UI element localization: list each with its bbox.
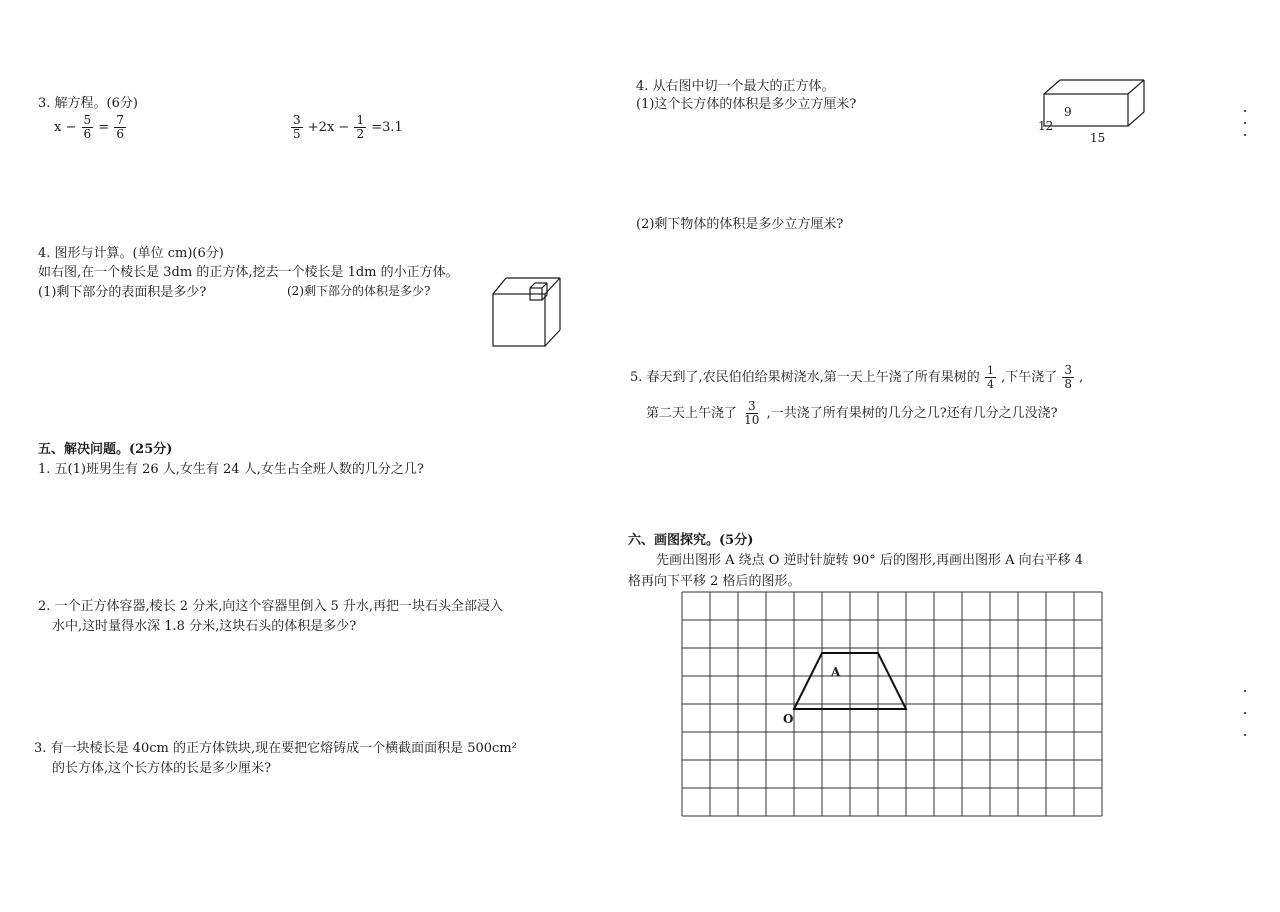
eq2-mid: +2x − xyxy=(307,120,350,135)
right-q4-sub-question-2: (2)剩下物体的体积是多少立方厘米? xyxy=(636,217,844,232)
problem-3-line-1: 3. 有一块棱长是 40cm 的正方体铁块,现在要把它熔铸成一个横截面面积是 500cm² xyxy=(34,741,517,756)
point-label-o: O xyxy=(783,712,794,726)
right-q5-line-2: 第二天上午浇了 $\frac{3}{10}$ ,一共浇了所有果树的几分之几?还有几分之几没浇? xyxy=(646,399,1058,427)
cube-with-notch-figure xyxy=(490,272,570,352)
scan-speck xyxy=(1244,110,1246,112)
right-q5-line-1: 5. 春天到了,农民伯伯给果树浇水,第一天上午浇了所有果树的 $\frac{1}{4}$ ,下午浇了 $\frac{3}{8}$ , xyxy=(630,363,1084,391)
eq1-fraction-2: $\frac{7}{6}$ xyxy=(116,113,124,141)
eq2-fraction-2: $\frac{1}{2}$ xyxy=(356,113,365,141)
scan-speck xyxy=(1244,690,1246,692)
problem-2-line-2: 水中,这时量得水深 1.8 分米,这块石头的体积是多少? xyxy=(52,619,357,634)
grid-lines xyxy=(682,592,1102,816)
problem-2-line-1: 2. 一个正方体容器,棱长 2 分米,向这个容器里倒入 5 升水,再把一块石头全部浸入 xyxy=(38,599,504,614)
q4-sub-question-1: (1)剩下部分的表面积是多少? xyxy=(38,285,207,300)
box-width-label: 12 xyxy=(1038,119,1054,133)
section-6-line-1: 先画出图形 A 绕点 O 逆时针旋转 90° 后的图形,再画出图形 A 向右平移 4 xyxy=(656,553,1084,568)
box-length-label: 15 xyxy=(1090,131,1106,145)
eq1-prefix: x − xyxy=(54,120,77,135)
q4-description: 如右图,在一个棱长是 3dm 的正方体,挖去一个棱长是 1dm 的小正方体。 xyxy=(38,265,459,280)
section-6-line-2: 格再向下平移 2 格后的图形。 xyxy=(628,574,801,589)
q3-title: 3. 解方程。(6分) xyxy=(38,96,138,111)
eq1-fraction-1: $\frac{5}{6}$ xyxy=(83,113,92,141)
right-q4-title: 4. 从右图中切一个最大的正方体。 xyxy=(636,79,835,94)
shape-label-a: A xyxy=(831,665,841,679)
scan-speck xyxy=(1244,134,1246,136)
eq2-fraction-1: $\frac{3}{5}$ xyxy=(293,113,301,141)
q4-title: 4. 图形与计算。(单位 cm)(6分) xyxy=(38,246,224,261)
scan-speck xyxy=(1244,122,1246,124)
scan-speck xyxy=(1244,734,1246,736)
box-height-label: 9 xyxy=(1064,105,1072,119)
eq2-result: =3.1 xyxy=(371,120,403,135)
q5-fraction-1: $\frac{1}{4}$ xyxy=(986,364,994,391)
scan-speck xyxy=(1244,712,1246,714)
drawing-grid xyxy=(682,592,1112,832)
q5-fraction-3: $\frac{3}{10}$ xyxy=(744,399,760,427)
problem-3-line-2: 的长方体,这个长方体的长是多少厘米? xyxy=(52,761,272,776)
section-5-title: 五、解决问题。(25分) xyxy=(38,442,173,457)
q4-sub-question-2: (2)剩下部分的体积是多少? xyxy=(287,284,431,298)
equation-2 xyxy=(290,114,403,141)
eq1-equals: = xyxy=(98,120,110,135)
cuboid-figure xyxy=(1034,76,1154,146)
equation-1 xyxy=(54,114,127,141)
q5-fraction-2: $\frac{3}{8}$ xyxy=(1064,363,1073,391)
section-6-title: 六、画图探究。(5分) xyxy=(628,533,754,548)
problem-1: 1. 五(1)班男生有 26 人,女生有 24 人,女生占全班人数的几分之几? xyxy=(38,462,424,477)
right-q4-sub-question-1: (1)这个长方体的体积是多少立方厘米? xyxy=(636,97,857,112)
